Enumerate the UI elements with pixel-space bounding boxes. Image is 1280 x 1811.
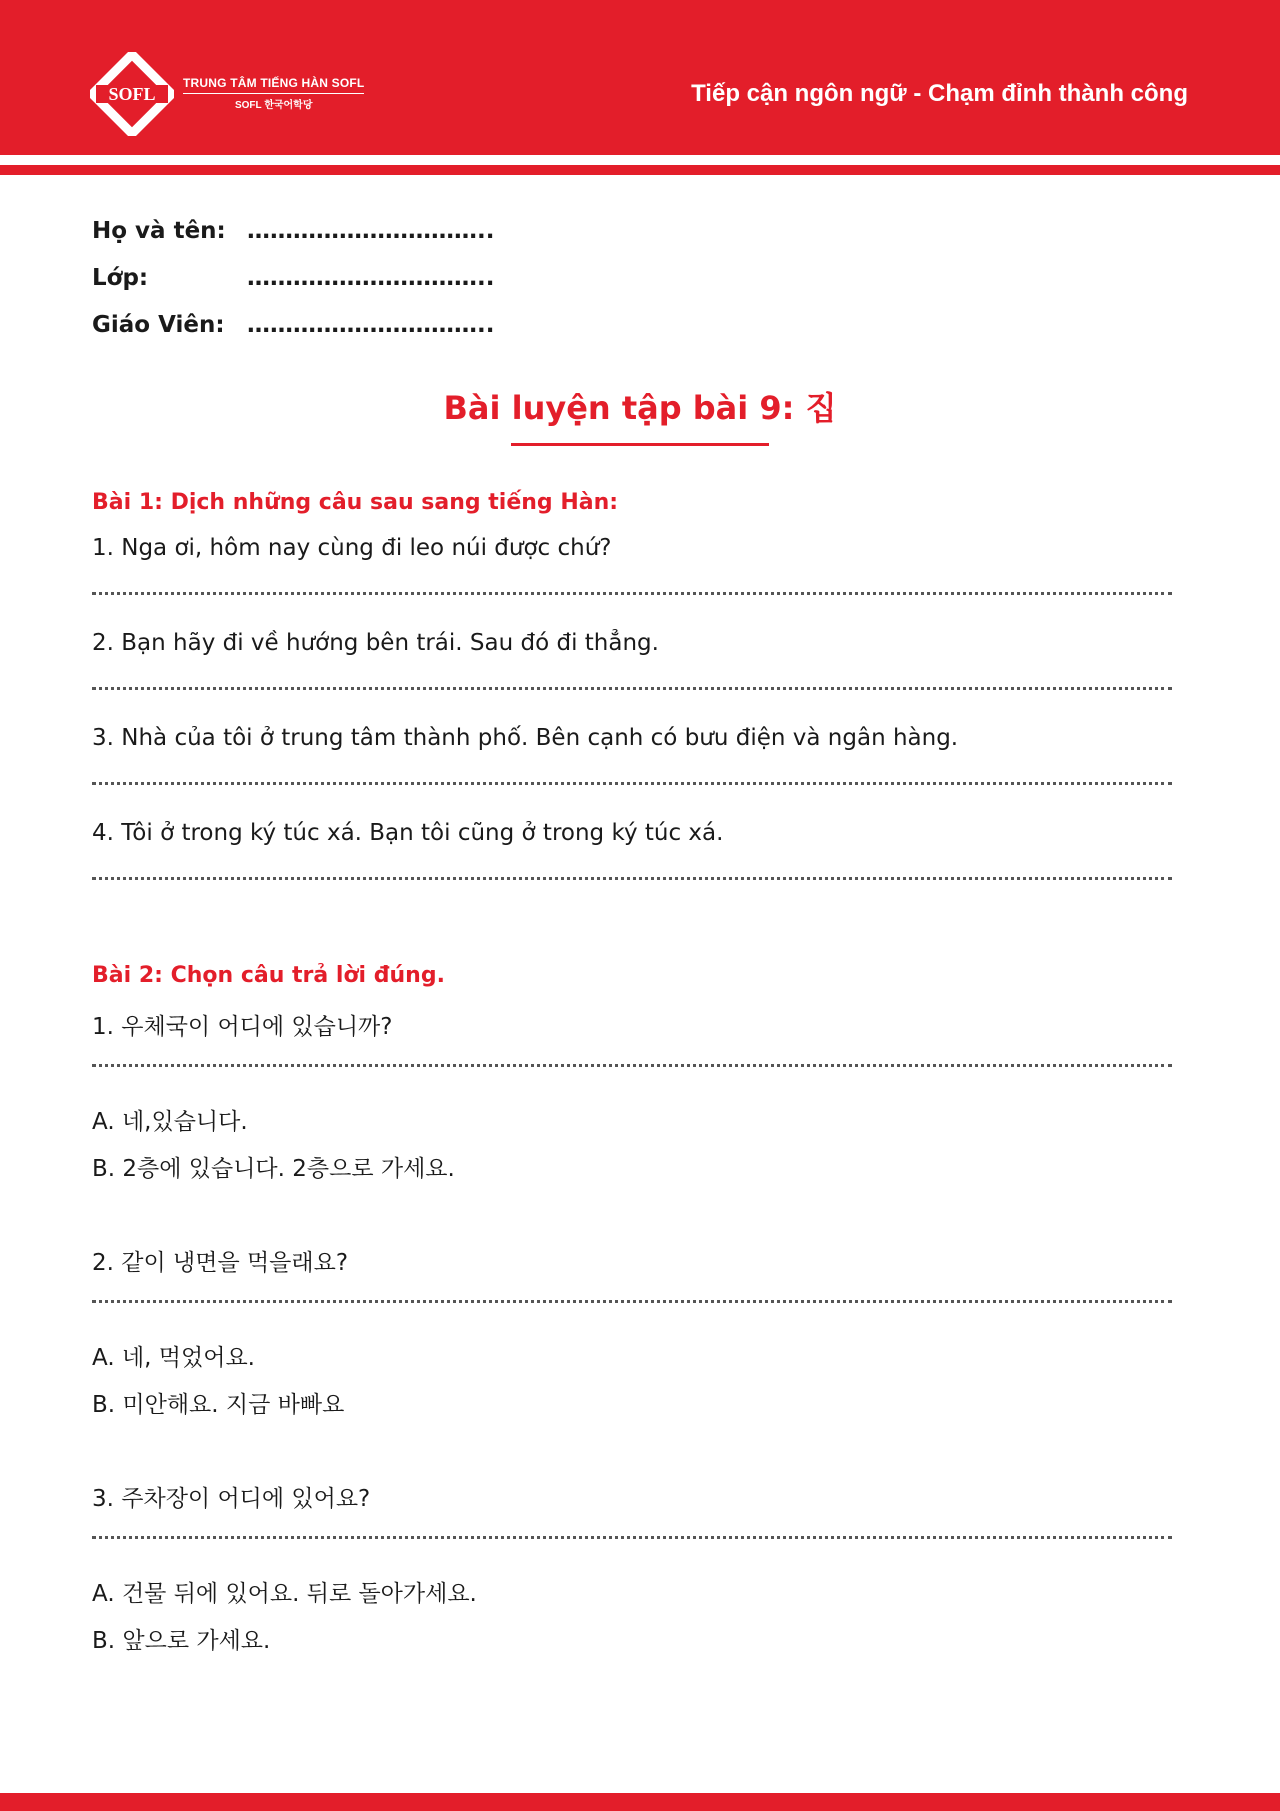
answer-line (92, 873, 1172, 880)
exercise-1-question-1: 1. Nga ơi, hôm nay cùng đi leo núi được chứ? (92, 535, 612, 561)
exercise-1-question-3: 3. Nhà của tôi ở trung tâm thành phố. Bên cạnh có bưu điện và ngân hàng. (92, 725, 959, 751)
exercise-2-q1-option-b: B. 2층에 있습니다. 2층으로 가세요. (92, 1156, 455, 1182)
exercise-1-heading: Bài 1: Dịch những câu sau sang tiếng Hàn: (92, 490, 619, 515)
answer-line (92, 778, 1172, 785)
answer-line (92, 683, 1172, 690)
footer-bar (0, 1793, 1280, 1811)
exercise-1-question-4: 4. Tôi ở trong ký túc xá. Bạn tôi cũng ở trong ký túc xá. (92, 820, 724, 846)
exercise-2-heading: Bài 2: Chọn câu trả lời đúng. (92, 963, 445, 988)
exercise-1-question-2: 2. Bạn hãy đi về hướng bên trái. Sau đó đi thẳng. (92, 630, 659, 656)
student-name-blank: ………………………….. (247, 218, 495, 244)
teacher-label: Giáo Viên: (92, 312, 225, 338)
answer-line (92, 1060, 1172, 1067)
org-name-block (183, 76, 364, 111)
teacher-blank: ………………………….. (247, 312, 495, 338)
exercise-2-q2-option-b: B. 미안해요. 지금 바빠요 (92, 1392, 345, 1418)
logo-text: SOFL (108, 84, 156, 104)
exercise-2-question-3: 3. 주차장이 어디에 있어요? (92, 1486, 371, 1512)
student-name-label: Họ và tên: (92, 218, 226, 244)
answer-line (92, 1296, 1172, 1303)
exercise-2-q2-option-a: A. 네, 먹었어요. (92, 1345, 255, 1371)
exercise-2-q3-option-b: B. 앞으로 가세요. (92, 1628, 271, 1654)
class-label: Lớp: (92, 265, 149, 291)
header-underline (0, 165, 1280, 175)
class-blank: ………………………….. (247, 265, 495, 291)
exercise-2-q1-option-a: A. 네,있습니다. (92, 1109, 248, 1135)
sofl-logo (90, 52, 174, 136)
answer-line (92, 588, 1172, 595)
exercise-2-question-2: 2. 같이 냉면을 먹을래요? (92, 1250, 349, 1276)
teacher-field (92, 312, 495, 338)
header-slogan: Tiếp cận ngôn ngữ - Chạm đỉnh thành công (691, 80, 1188, 107)
title-underline (511, 443, 769, 446)
header-bar (0, 0, 1280, 155)
student-name-field (92, 218, 495, 244)
header-divider (0, 155, 1280, 165)
exercise-2-q3-option-a: A. 건물 뒤에 있어요. 뒤로 돌아가세요. (92, 1581, 477, 1607)
worksheet-title: Bài luyện tập bài 9: 집 (443, 389, 837, 427)
answer-line (92, 1532, 1172, 1539)
org-name-korean: SOFL 한국어학당 (183, 93, 364, 111)
class-field (92, 265, 495, 291)
exercise-2-question-1: 1. 우체국이 어디에 있습니까? (92, 1014, 393, 1040)
org-name: TRUNG TÂM TIẾNG HÀN SOFL (183, 76, 365, 90)
